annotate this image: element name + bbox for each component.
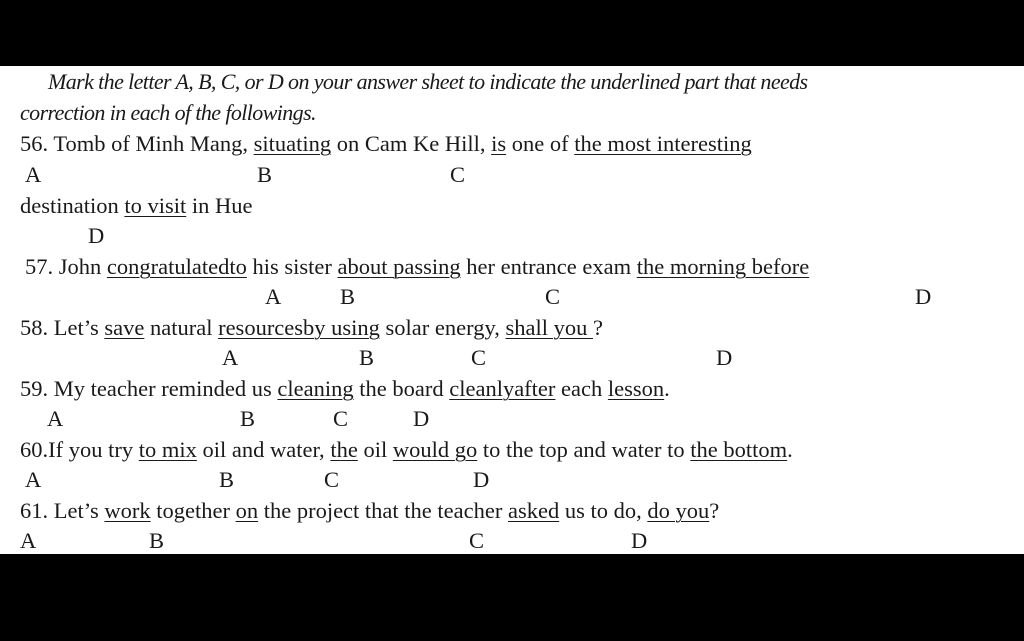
worksheet-page (0, 66, 1024, 554)
underlined-option-a: save (104, 315, 145, 340)
option-letter-b: B (240, 406, 256, 431)
underlined-option-c: the most interesting (574, 131, 752, 156)
question-61: 61. Let’s work together on the project that the teacher asked us to do, do you? (20, 498, 720, 523)
underlined-option-d: to visit (124, 193, 187, 218)
question-number: 56. (20, 131, 49, 156)
option-letter-c: C (471, 345, 487, 370)
option-letter-c: C (469, 528, 485, 553)
option-letter-b: B (149, 528, 165, 553)
underlined-option-a: work (104, 498, 151, 523)
instruction-line-2: correction in each of the followings. (20, 100, 316, 125)
option-letter-c: C (450, 162, 466, 187)
underlined-option-c: about passing (337, 254, 461, 279)
underlined-option-bc: cleanlyafter (449, 376, 556, 401)
option-letter-c: C (545, 284, 561, 309)
option-letter-d: D (413, 406, 430, 431)
underlined-option-c: would go (392, 437, 478, 462)
question-58: 58. Let’s save natural resourcesby using solar energy, shall you ? (20, 315, 604, 340)
question-59: 59. My teacher reminded us cleaning the board cleanlyafter each lesson. (20, 376, 670, 401)
underlined-option-d: the bottom (690, 437, 788, 462)
underlined-option-b: is (491, 131, 507, 156)
question-number: 60. (20, 437, 49, 462)
underlined-option-bc: resourcesby using (218, 315, 380, 340)
option-letter-c: C (333, 406, 349, 431)
option-letter-a: A (222, 345, 239, 370)
question-number: 58. (20, 315, 49, 340)
underlined-option-b: the (330, 437, 358, 462)
option-letter-d: D (915, 284, 932, 309)
underlined-option-a: cleaning (277, 376, 354, 401)
option-letter-d: D (716, 345, 733, 370)
question-57: 57. John congratulatedto his sister about passing her entrance exam the morning before (25, 254, 810, 279)
option-letter-d: D (473, 467, 490, 492)
underlined-option-d: the morning before (636, 254, 810, 279)
option-letter-b: B (219, 467, 235, 492)
question-number: 61. (20, 498, 49, 523)
underlined-option-d: do you (647, 498, 710, 523)
option-letter-d: D (88, 223, 105, 248)
question-60: 60.If you try to mix oil and water, the oil would go to the top and water to the bottom. (20, 437, 793, 462)
underlined-option-c: asked (507, 498, 560, 523)
option-letter-a: A (20, 528, 37, 553)
underlined-option-ab: congratulatedto (106, 254, 247, 279)
question-number: 59. (20, 376, 49, 401)
underlined-option-a: situating (253, 131, 332, 156)
option-letter-a: A (265, 284, 282, 309)
top-black-bar (0, 0, 1024, 66)
question-56: 56. Tomb of Minh Mang, situating on Cam Ke Hill, is one of the most interesting (20, 131, 752, 156)
bottom-black-bar (0, 554, 1024, 641)
question-56-continuation: destination to visit in Hue (20, 193, 253, 218)
option-letter-b: B (257, 162, 273, 187)
option-letter-b: B (340, 284, 356, 309)
instruction-line-1: Mark the letter A, B, C, or D on your answer sheet to indicate the underlined part that needs (48, 69, 808, 94)
option-letter-a: A (25, 162, 42, 187)
underlined-option-b: on (235, 498, 259, 523)
option-letter-c: C (324, 467, 340, 492)
option-letter-a: A (25, 467, 42, 492)
option-letter-d: D (631, 528, 648, 553)
question-number: 57. (25, 254, 54, 279)
underlined-option-d: lesson (607, 376, 665, 401)
option-letter-a: A (47, 406, 64, 431)
option-letter-b: B (359, 345, 375, 370)
underlined-option-d: shall you (505, 315, 594, 340)
underlined-option-a: to mix (138, 437, 197, 462)
